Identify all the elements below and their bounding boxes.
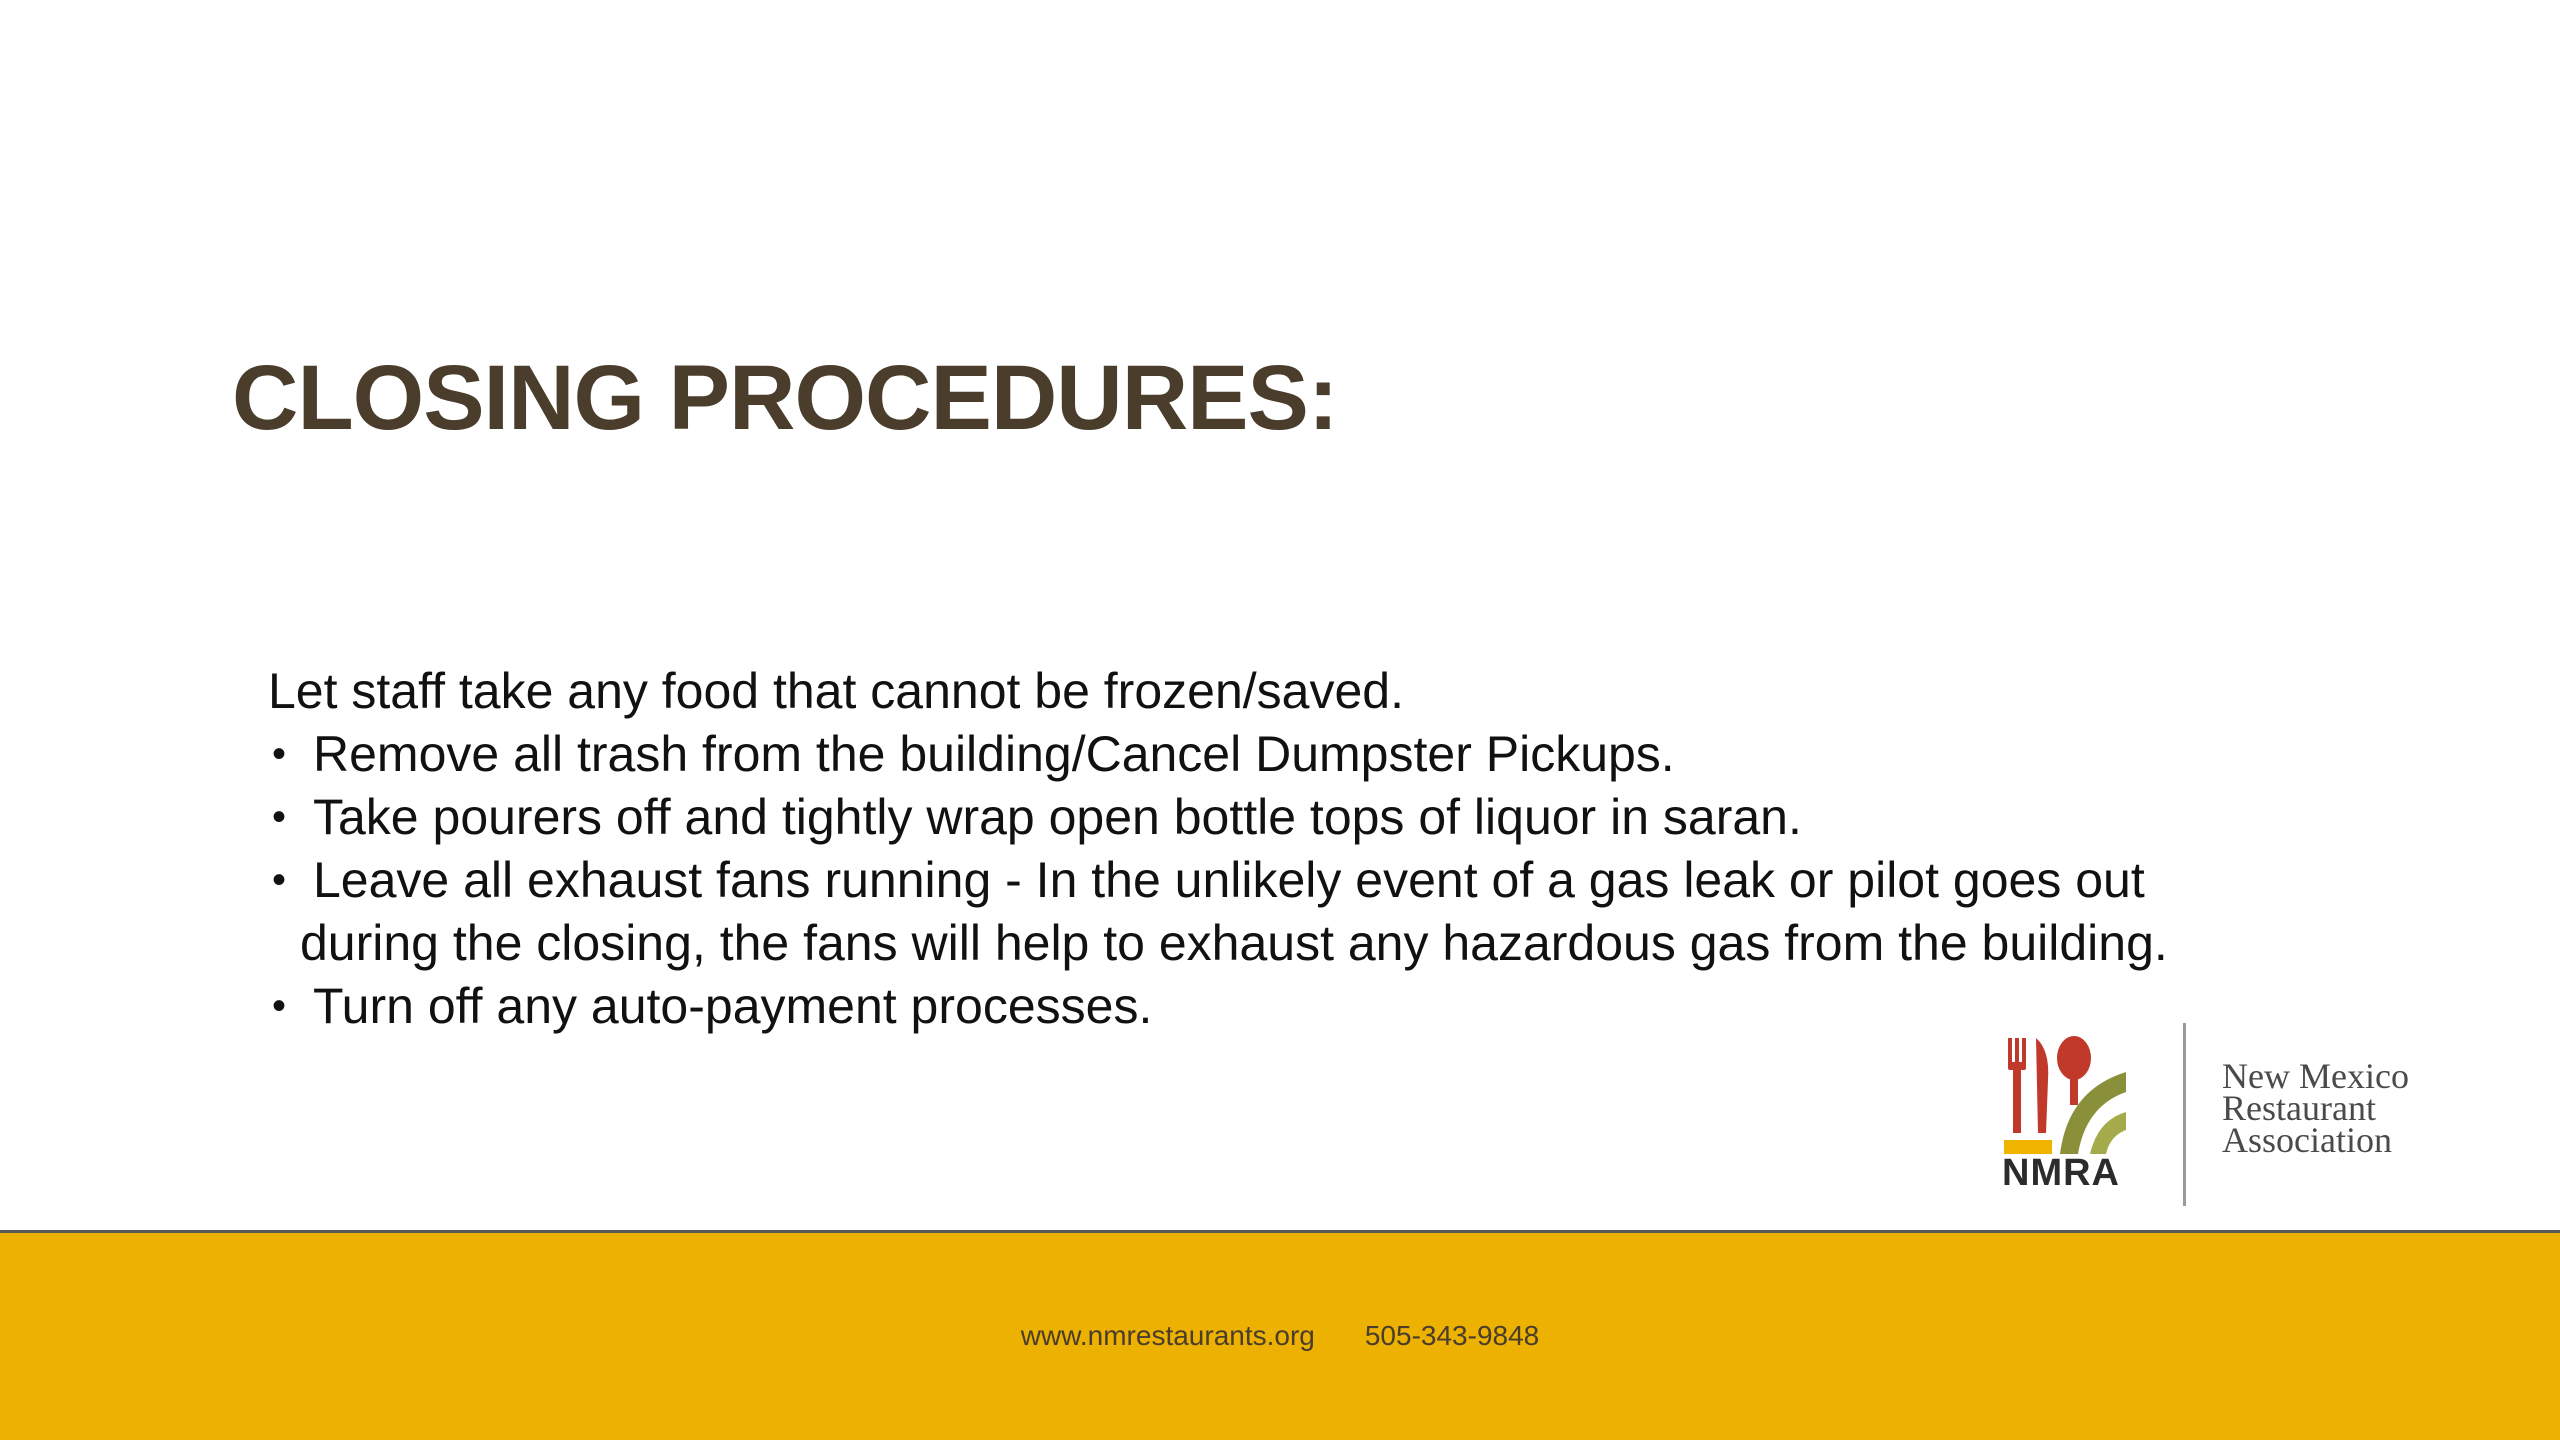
slide-title: CLOSING PROCEDURES: (232, 347, 1338, 449)
bullet-list (268, 723, 2308, 1038)
bullet-icon: • (272, 858, 287, 902)
logo-divider (2183, 1023, 2186, 1206)
bullet-icon: • (272, 984, 287, 1028)
list-item (268, 723, 2308, 786)
bullet-icon: • (272, 795, 287, 839)
logo-name-line: Restaurant (2222, 1088, 2376, 1128)
bullet-text-continuation: during the closing, the fans will help to exhaust any hazardous gas from the building. (300, 915, 2168, 971)
bullet-icon: • (272, 732, 287, 776)
footer-bar (0, 1230, 2560, 1440)
bullet-text: Remove all trash from the building/Cancel Dumpster Pickups. (313, 726, 1675, 782)
slide-body (268, 660, 2308, 1038)
intro-text: Let staff take any food that cannot be frozen/saved. (268, 663, 1404, 719)
logo-name (2222, 1056, 2409, 1160)
footer-contact (0, 1319, 2560, 1353)
list-item (268, 849, 2308, 975)
logo-name-line: Association (2222, 1120, 2392, 1160)
footer-phone: 505-343-9848 (1364, 1320, 1540, 1351)
bullet-text: Take pourers off and tightly wrap open bottle tops of liquor in saran. (313, 789, 1802, 845)
bullet-text: Leave all exhaust fans running - In the unlikely event of a gas leak or pilot goes out (313, 852, 2145, 908)
footer-website: www.nmrestaurants.org (1020, 1320, 1315, 1351)
logo-abbreviation: NMRA (2002, 1152, 2120, 1194)
list-item (268, 786, 2308, 849)
logo-name-line: New Mexico (2222, 1056, 2409, 1096)
bullet-text: Turn off any auto-payment processes. (313, 978, 1153, 1034)
